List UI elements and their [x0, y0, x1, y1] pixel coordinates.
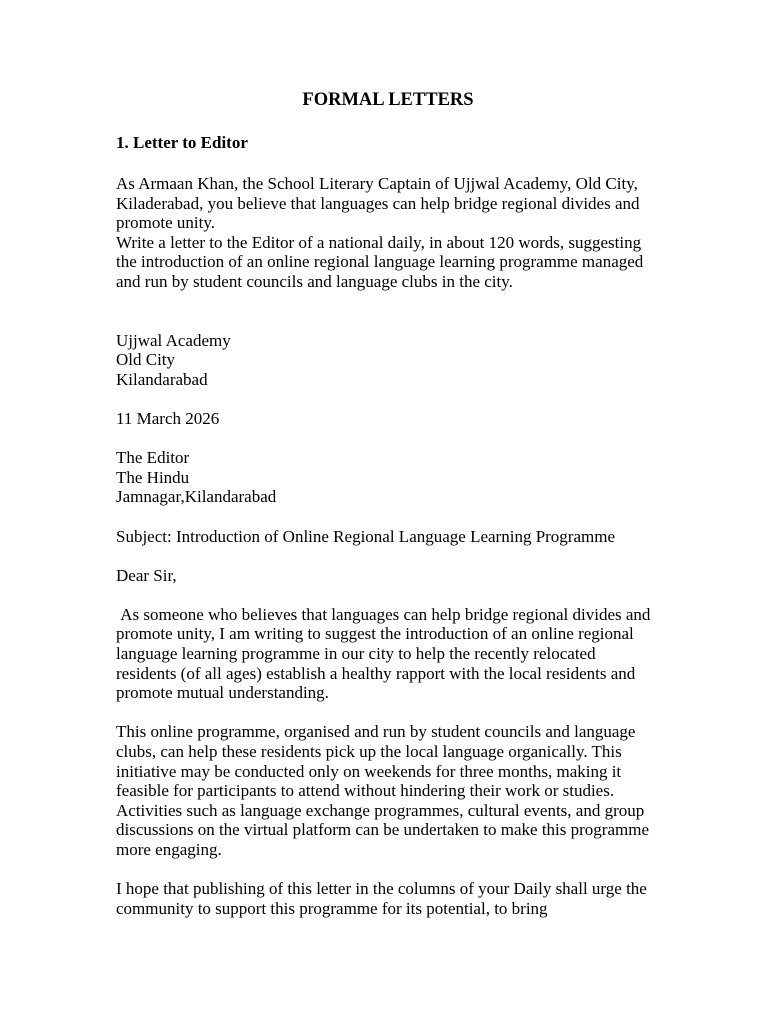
letter-body-paragraph: As someone who believes that languages can help bridge regional divides and promote unity, I am writing to suggest the introduction of an online regional language learning programme in our city to help the recently relocated residents (of all ages) establish a healthy rapport with the local residents and promote mutual understanding.: [116, 604, 655, 703]
letter-body-paragraph: This online programme, organised and run by student councils and language clubs, can help these residents pick up the local language organically. This initiative may be conducted only on weekends for three months, making it feasible for participants to attend without hindering their work or studies. Activities such as language exchange programmes, cultural events, and group discussions on the virtual platform can be undertaken to make this programme more engaging.: [116, 722, 650, 859]
sender-address-line: Ujjwal Academy: [116, 330, 231, 350]
document-page: [116, 88, 656, 938]
letter-salutation: Dear Sir,: [116, 565, 177, 585]
letter-date: 11 March 2026: [116, 408, 220, 428]
prompt-paragraph-1: As Armaan Khan, the School Literary Captain of Ujjwal Academy, Old City, Kiladerabad, you believe that languages can help bridge regional divides and promote unity.: [116, 174, 640, 233]
recipient-address-line: The Editor: [116, 448, 190, 468]
document-title: FORMAL LETTERS: [302, 90, 474, 110]
recipient-address-line: Jamnagar,Kilandarabad: [116, 487, 277, 507]
sender-address-line: Kilandarabad: [116, 369, 208, 389]
sender-address-line: Old City: [116, 350, 176, 370]
prompt-paragraph-2: Write a letter to the Editor of a national daily, in about 120 words, suggesting the introduction of an online regional language learning programme managed and run by student councils and language clubs in the city.: [116, 232, 644, 291]
section-heading: 1. Letter to Editor: [116, 133, 248, 152]
letter-body-paragraph: I hope that publishing of this letter in the columns of your Daily shall urge the community to support this programme for its potential, to bring: [116, 879, 647, 918]
recipient-address: [116, 448, 656, 507]
sender-address: [116, 331, 656, 390]
recipient-address-line: The Hindu: [116, 467, 190, 487]
letter-subject: Subject: Introduction of Online Regional Language Learning Programme: [116, 526, 616, 546]
